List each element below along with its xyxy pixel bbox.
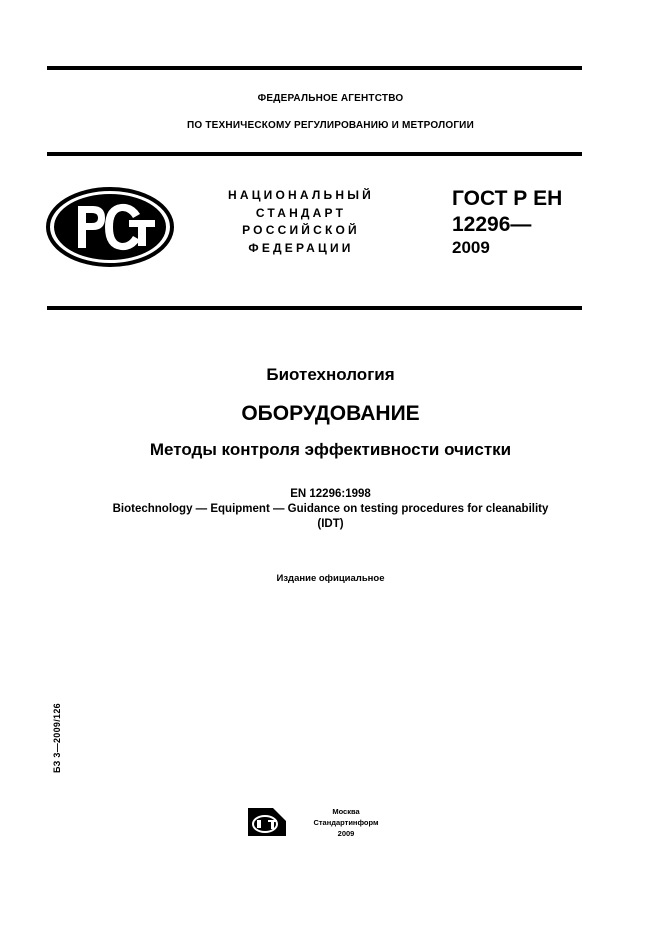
publisher-name: Стандартинформ: [313, 818, 379, 827]
title-field: Биотехнология: [266, 365, 395, 384]
en-degree: (IDT): [317, 518, 344, 530]
standartinform-logo-icon: [247, 807, 287, 837]
header-rule: [47, 152, 582, 156]
publisher-block: [306, 806, 386, 839]
en-title: Biotechnology — Equipment — Guidance on testing procedures for cleanability: [112, 503, 549, 515]
standard-kind-line-1: НАЦИОНАЛЬНЫЙ: [227, 188, 375, 202]
standard-kind-line-4: ФЕДЕРАЦИИ: [248, 240, 354, 255]
publisher-city: Москва: [332, 807, 360, 816]
standard-rule: [47, 306, 582, 310]
edition-label: Издание официальное: [276, 573, 385, 584]
rst-emblem-icon: [45, 186, 175, 268]
publisher-year: 2009: [337, 829, 355, 838]
standard-kind-line-3: РОССИЙСКОЙ: [242, 223, 360, 237]
side-note: БЗ 3—2009/126: [52, 703, 62, 773]
title-subtitle: Методы контроля эффективности очистки: [149, 440, 512, 459]
top-rule: [47, 66, 582, 70]
standard-kind-line-2: СТАНДАРТ: [255, 205, 347, 220]
agency-line-1: ФЕДЕРАЛЬНОЕ АГЕНТСТВО: [257, 93, 404, 104]
standard-designation: [452, 186, 562, 238]
designation-line-1: ГОСТ Р ЕН: [452, 187, 563, 210]
designation-year: 2009: [452, 238, 490, 257]
en-code: EN 12296:1998: [290, 488, 371, 500]
designation-line-2: 12296—: [452, 213, 532, 236]
standard-kind: [206, 187, 396, 257]
title-main: ОБОРУДОВАНИЕ: [241, 402, 420, 425]
agency-line-2: ПО ТЕХНИЧЕСКОМУ РЕГУЛИРОВАНИЮ И МЕТРОЛОГИИ: [187, 120, 474, 131]
